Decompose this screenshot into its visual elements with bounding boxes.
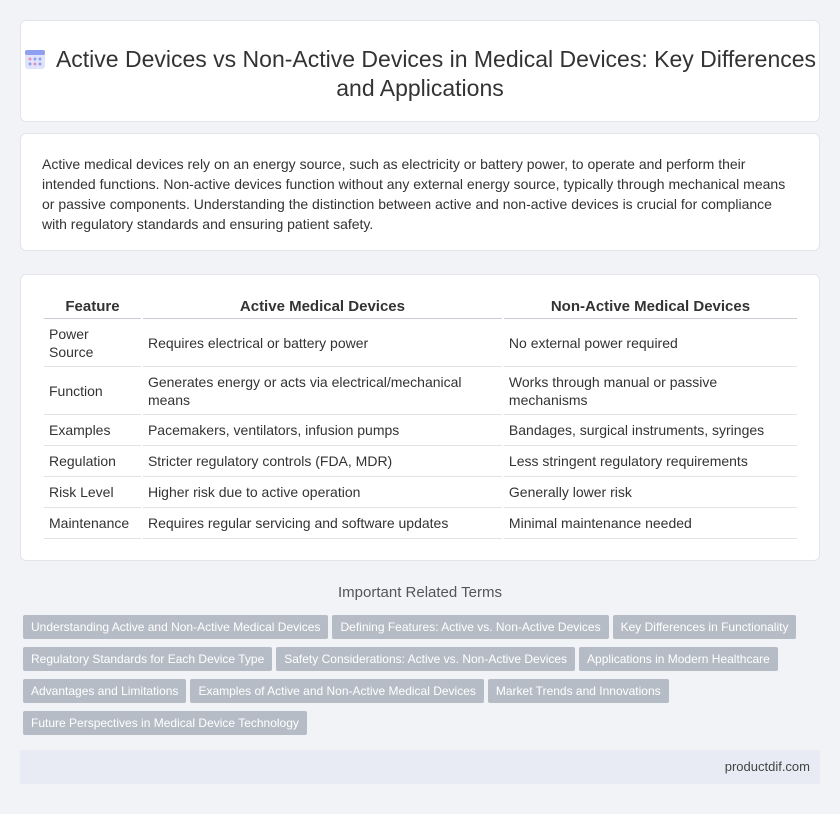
- column-header: Non-Active Medical Devices: [504, 295, 797, 319]
- table-cell: Bandages, surgical instruments, syringes: [504, 415, 797, 446]
- table-cell: Minimal maintenance needed: [504, 508, 797, 539]
- table-cell: Less stringent regulatory requirements: [504, 446, 797, 477]
- table-cell: No external power required: [504, 319, 797, 367]
- related-term-tag[interactable]: Safety Considerations: Active vs. Non-Active Devices: [276, 647, 575, 671]
- related-terms-title: Important Related Terms: [338, 584, 502, 601]
- comparison-table: [42, 295, 799, 539]
- table-cell: Higher risk due to active operation: [143, 477, 502, 508]
- table-cell: Maintenance: [44, 508, 141, 539]
- related-term-tag[interactable]: Understanding Active and Non-Active Medical Devices: [23, 615, 328, 639]
- table-cell: Regulation: [44, 446, 141, 477]
- table-cell: Risk Level: [44, 477, 141, 508]
- table-cell: Works through manual or passive mechanisms: [504, 367, 797, 415]
- table-header-row: [44, 295, 797, 319]
- related-term-tag[interactable]: Regulatory Standards for Each Device Type: [23, 647, 272, 671]
- comparison-card: [20, 274, 820, 561]
- footer-site[interactable]: productdif.com: [724, 759, 810, 774]
- calendar-grid-icon: [24, 48, 46, 70]
- table-row: [44, 508, 797, 539]
- header-card: [20, 20, 820, 122]
- intro-card: [20, 133, 820, 251]
- table-row: [44, 319, 797, 367]
- table-cell: Requires regular servicing and software updates: [143, 508, 502, 539]
- related-term-tag[interactable]: Examples of Active and Non-Active Medical Devices: [190, 679, 483, 703]
- table-cell: Pacemakers, ventilators, infusion pumps: [143, 415, 502, 446]
- table-cell: Generally lower risk: [504, 477, 797, 508]
- footer: [20, 750, 820, 784]
- table-cell: Power Source: [44, 319, 141, 367]
- related-term-tag[interactable]: Future Perspectives in Medical Device Technology: [23, 711, 307, 735]
- table-row: [44, 367, 797, 415]
- related-term-tag[interactable]: Applications in Modern Healthcare: [579, 647, 778, 671]
- column-header: Feature: [44, 295, 141, 319]
- table-row: [44, 446, 797, 477]
- table-cell: Generates energy or acts via electrical/mechanical means: [143, 367, 502, 415]
- related-term-tag[interactable]: Defining Features: Active vs. Non-Active Devices: [332, 615, 608, 639]
- column-header: Active Medical Devices: [143, 295, 502, 319]
- table-cell: Stricter regulatory controls (FDA, MDR): [143, 446, 502, 477]
- table-row: [44, 415, 797, 446]
- page-title-wrap: [21, 45, 819, 103]
- table-row: [44, 477, 797, 508]
- intro-text: Active medical devices rely on an energy source, such as electricity or battery power, to operate and perform their intended functions. Non-active devices function without any external energy source, typically through mechanical means or passive components. Understanding the distinction between active and non-active devices is crucial for compliance with regulatory standards and ensuring patient safety.: [42, 156, 786, 232]
- related-terms-list: [23, 615, 813, 743]
- related-term-tag[interactable]: Advantages and Limitations: [23, 679, 186, 703]
- table-cell: Requires electrical or battery power: [143, 319, 502, 367]
- page-title: Active Devices vs Non-Active Devices in Medical Devices: Key Differences and Applications: [55, 46, 817, 101]
- table-cell: Examples: [44, 415, 141, 446]
- table-cell: Function: [44, 367, 141, 415]
- related-term-tag[interactable]: Market Trends and Innovations: [488, 679, 669, 703]
- related-term-tag[interactable]: Key Differences in Functionality: [613, 615, 797, 639]
